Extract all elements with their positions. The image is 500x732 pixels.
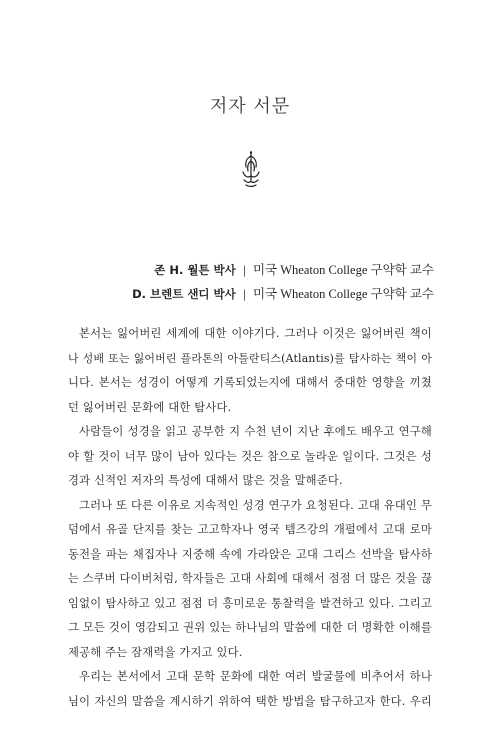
author-affiliation: 미국 Wheaton College 구약학 교수 xyxy=(252,287,434,301)
body-line: 니다. 본서는 성경이 어떻게 기록되었는지에 대해서 중대한 영향을 끼쳤 xyxy=(68,376,432,389)
body-line: 던 잃어버린 문화에 대한 탐사다. xyxy=(68,400,232,414)
body-line: 임없이 탐사하고 있고 점점 더 흥미로운 통찰력을 발견하고 있다. 그리고 xyxy=(68,596,432,610)
body-text xyxy=(68,322,432,714)
body-line: 그러나 또 다른 이유로 지속적인 성경 연구가 요청된다. 고대 유대인 무 xyxy=(79,498,432,512)
author-separator: | xyxy=(242,287,247,301)
page-title: 저자 서문 xyxy=(209,96,291,117)
body-line: 야 할 것이 너무 많이 남아 있다는 것은 참으로 놀라운 일이다. 그것은 성 xyxy=(68,449,432,463)
author-affiliation: 미국 Wheaton College 구약학 교수 xyxy=(252,263,434,277)
author-name: 존 H. 월튼 박사 xyxy=(154,263,236,277)
body-line: 우리는 본서에서 고대 문학 문화에 대한 여러 발굴물에 비추어서 하나 xyxy=(79,670,432,683)
body-line: 님이 자신의 말씀을 계시하기 위하여 택한 방법을 탐구하고자 한다. 우리 xyxy=(68,694,432,708)
body-line: 는 스쿠버 다이버처럼, 학자들은 고대 사회에 대해서 점점 더 많은 것을 끊 xyxy=(68,572,432,585)
body-line: 사람들이 성경을 읽고 공부한 지 수천 년이 지난 후에도 배우고 연구해 xyxy=(79,425,432,438)
author-name: D. 브렌트 샌디 박사 xyxy=(132,287,236,301)
body-line: 동전을 파는 채집자나 지중해 속에 가라앉은 고대 그리스 선박을 탐사하 xyxy=(68,547,432,561)
fleuron-ornament-icon xyxy=(240,150,262,188)
author-line xyxy=(132,258,434,282)
body-line: 경과 신적인 저자의 특성에 대해서 많은 것을 말해준다. xyxy=(68,474,343,487)
author-separator: | xyxy=(242,263,247,277)
body-line: 본서는 잃어버린 세계에 대한 이야기다. 그러나 이것은 잃어버린 책이 xyxy=(79,327,432,340)
body-line: 나 성배 또는 잃어버린 플라톤의 아틀란티스(Atlantis)를 탐사하는 책이 아 xyxy=(68,351,432,365)
body-line: 제공해 주는 잠재력을 가지고 있다. xyxy=(68,645,243,659)
author-list xyxy=(132,258,434,306)
author-line xyxy=(132,282,434,306)
body-line: 덤에서 유골 단지를 찾는 고고학자나 영국 템즈강의 개펄에서 고대 로마 xyxy=(68,523,432,536)
body-line: 그 모든 것이 영감되고 권위 있는 하나님의 말씀에 대한 더 명확한 이해를 xyxy=(68,621,432,634)
